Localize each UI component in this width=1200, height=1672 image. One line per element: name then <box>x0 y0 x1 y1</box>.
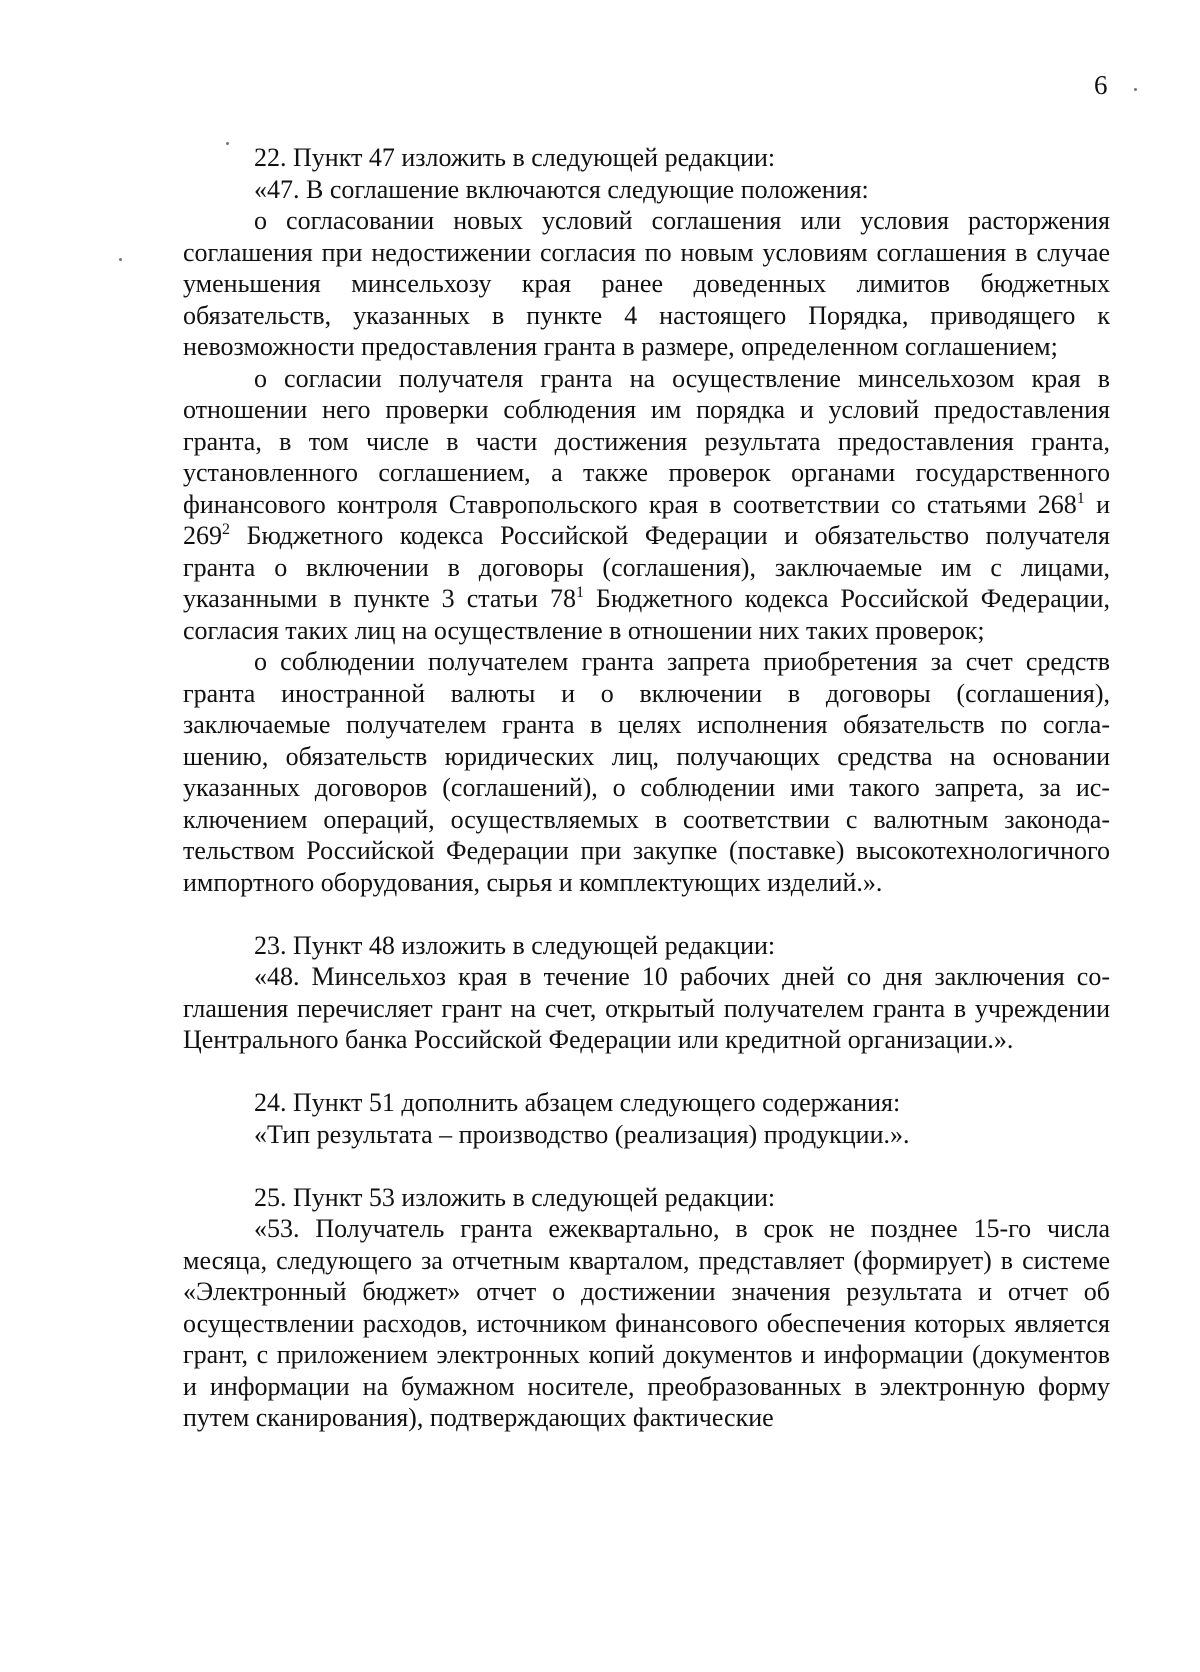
document-body <box>183 142 1110 1434</box>
paragraph-text: «Тип результата – производство (реализация) продукции.». <box>254 1119 910 1149</box>
paragraph-text: Бюджетного кодекса Российской Федерации и обязательство получателя гранта о включении в договоры (соглашения), заключаемые им с лицами, указанными в пункте 3 статьи 78 <box>183 521 1110 613</box>
paragraph-text: «53. Получатель гранта ежеквартально, в срок не позднее 15-го числа месяца, следующего за отчетным кварталом, представляет (формирует) в системе «Электронный бюджет» отчет о достижении значения результата и отчет об осуществлении расходов, источником финансового обеспечения которых является грант, с приложением электронных копий документов и информации (документов и информации на бумажном носителе, преобразованных в электронную форму путем сканирования), подтверждающих фактические <box>183 1214 1110 1432</box>
body-paragraph <box>183 961 1110 1056</box>
body-paragraph <box>183 174 1110 206</box>
footnote-superscript: 1 <box>575 584 584 601</box>
section-heading <box>183 1119 1110 1151</box>
paragraph-text: 25. Пункт 53 изложить в следующей редакции: <box>254 1182 776 1212</box>
body-paragraph <box>183 363 1110 647</box>
section-heading <box>183 1087 1110 1119</box>
paragraph-text: 22. Пункт 47 изложить в следующей редакции: <box>254 143 776 172</box>
paragraph-text: 24. Пункт 51 дополнить абзацем следующего содержания: <box>254 1088 901 1117</box>
scan-artifact <box>119 258 122 261</box>
body-paragraph <box>183 1213 1110 1434</box>
body-paragraph <box>183 646 1110 898</box>
body-paragraph <box>183 205 1110 363</box>
scan-artifact <box>1134 88 1137 91</box>
paragraph-text: о согласовании новых условий соглашения или условия расторжения соглашения при недостижении согласия по новым условиям соглашения в случае уменьшения минсельхозу края ранее доведенных лимитов бюджетных обязательств, указанных в пункте 4 настоящего Порядка, приводящего к невозможности предоставления гранта в размере, определенном соглашением; <box>183 206 1110 361</box>
footnote-superscript: 2 <box>222 521 230 538</box>
footnote-superscript: 1 <box>1076 489 1085 507</box>
paragraph-text: «47. В соглашение включаются следующие положения: <box>254 174 869 204</box>
paragraph-text: «48. Минсельхоз края в течение 10 рабочих дней со дня заключения соглашения перечисляет грант на счет, открытый получателем гранта в учреждении Центрального банка Российской Федерации или кредитной организации.». <box>183 962 1110 1054</box>
section-heading <box>183 930 1110 962</box>
section-heading <box>183 1182 1110 1214</box>
paragraph-text: Бюджетного кодекса Российской Федерации, согласия таких лиц на осуществление в отношении них таких проверок; <box>183 584 1110 645</box>
paragraph-text: о соблюдении получателем гранта запрета приобретения за счет средств гранта иностранной валюты и о включении в договоры (соглашения), заключаемые получателем гранта в целях исполнения обязательств по соглашению, обязательств юридических лиц, получающих средства на основании указанных договоров (соглашений), о соблюдении ими такого запрета, за исключением операций, осуществляемых в соответствии с валютным законодательством Российской Федерации при закупке (поставке) высокотехнологичного импортного оборудования, сырья и комплектующих изделий.». <box>183 647 1110 897</box>
section-heading <box>183 142 1110 174</box>
paragraph-text: 23. Пункт 48 изложить в следующей редакции: <box>254 930 776 960</box>
paragraph-text: и 269 <box>183 489 1110 550</box>
paragraph-text: о согласии получателя гранта на осуществление минсельхозом края в отношении него проверки соблюдения им порядка и условий предоставления гранта, в том числе в части достижения результата предоставления гранта, установленного соглашением, а также проверок органами государственного финансового контроля Ставропольского края в соответствии со статьями 268 <box>183 363 1110 519</box>
page-number: 6 <box>1094 70 1108 100</box>
